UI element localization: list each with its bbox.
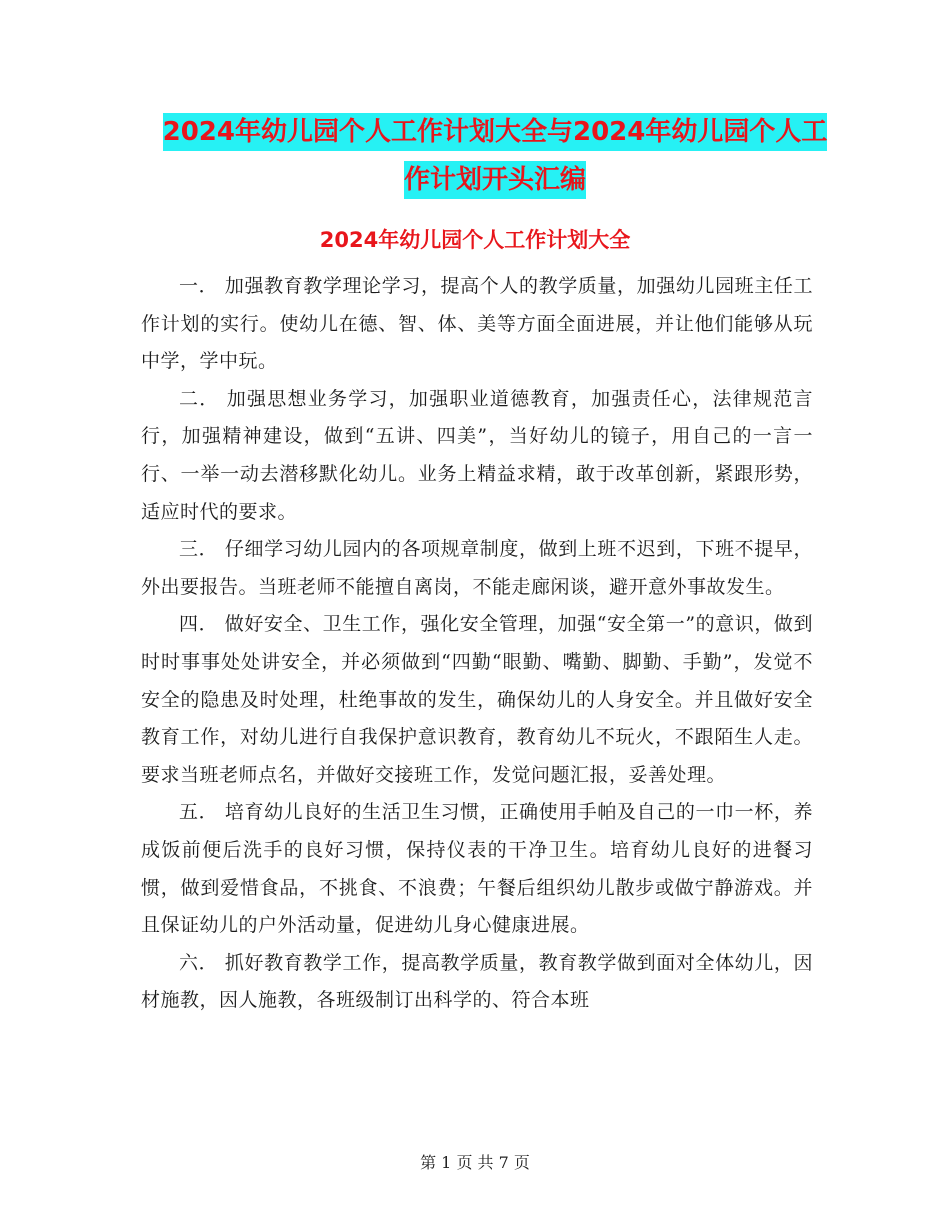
paragraph-6: 六． 抓好教育教学工作，提高教学质量，教育教学做到面对全体幼儿，因材施教，因人施教，各班级制订出科学的、符合本班 <box>141 951 813 1012</box>
document-title <box>150 108 840 204</box>
paragraph-2: 二． 加强思想业务学习，加强职业道德教育，加强责任心，法律规范言行，加强精神建设，做到“五讲、四美”，当好幼儿的镜子，用自己的一言一行、一举一动去潜移默化幼儿。业务上精益求精，敢于改革创新，紧跟形势，适应时代的要求。 <box>141 387 813 523</box>
section-title: 2024年幼儿园个人工作计划大全 <box>319 228 631 252</box>
paragraph-5: 五． 培育幼儿良好的生活卫生习惯，正确使用手帕及自己的一巾一杯，养成饭前便后洗手的良好习惯，保持仪表的干净卫生。培育幼儿良好的进餐习惯，做到爱惜食品，不挑食、不浪费；午餐后组织幼儿散步或做宁静游戏。并且保证幼儿的户外活动量，促进幼儿身心健康进展。 <box>141 801 813 937</box>
page-number-footer: 第 1 页 共 7 页 <box>420 1153 530 1172</box>
paragraph-3: 三． 仔细学习幼儿园内的各项规章制度，做到上班不迟到，下班不提早，外出要报告。当班老师不能擅自离岗，不能走廊闲谈，避开意外事故发生。 <box>141 538 813 598</box>
paragraph-4: 四． 做好安全、卫生工作，强化安全管理，加强“安全第一”的意识，做到时时事事处处讲安全，并必须做到“四勤“眼勤、嘴勤、脚勤、手勤”，发觉不安全的隐患及时处理，杜绝事故的发生，确保幼儿的人身安全。并且做好安全教育工作，对幼儿进行自我保护意识教育，教育幼儿不玩火，不跟陌生人走。要求当班老师点名，并做好交接班工作，发觉问题汇报，妥善处理。 <box>141 613 813 786</box>
document-body <box>141 268 813 1020</box>
document-title-highlight: 2024年幼儿园个人工作计划大全与2024年幼儿园个人工作计划开头汇编 <box>163 113 828 199</box>
paragraph-1: 一． 加强教育教学理论学习，提高个人的教学质量，加强幼儿园班主任工作计划的实行。使幼儿在德、智、体、美等方面全面进展，并让他们能够从玩中学，学中玩。 <box>141 275 813 373</box>
